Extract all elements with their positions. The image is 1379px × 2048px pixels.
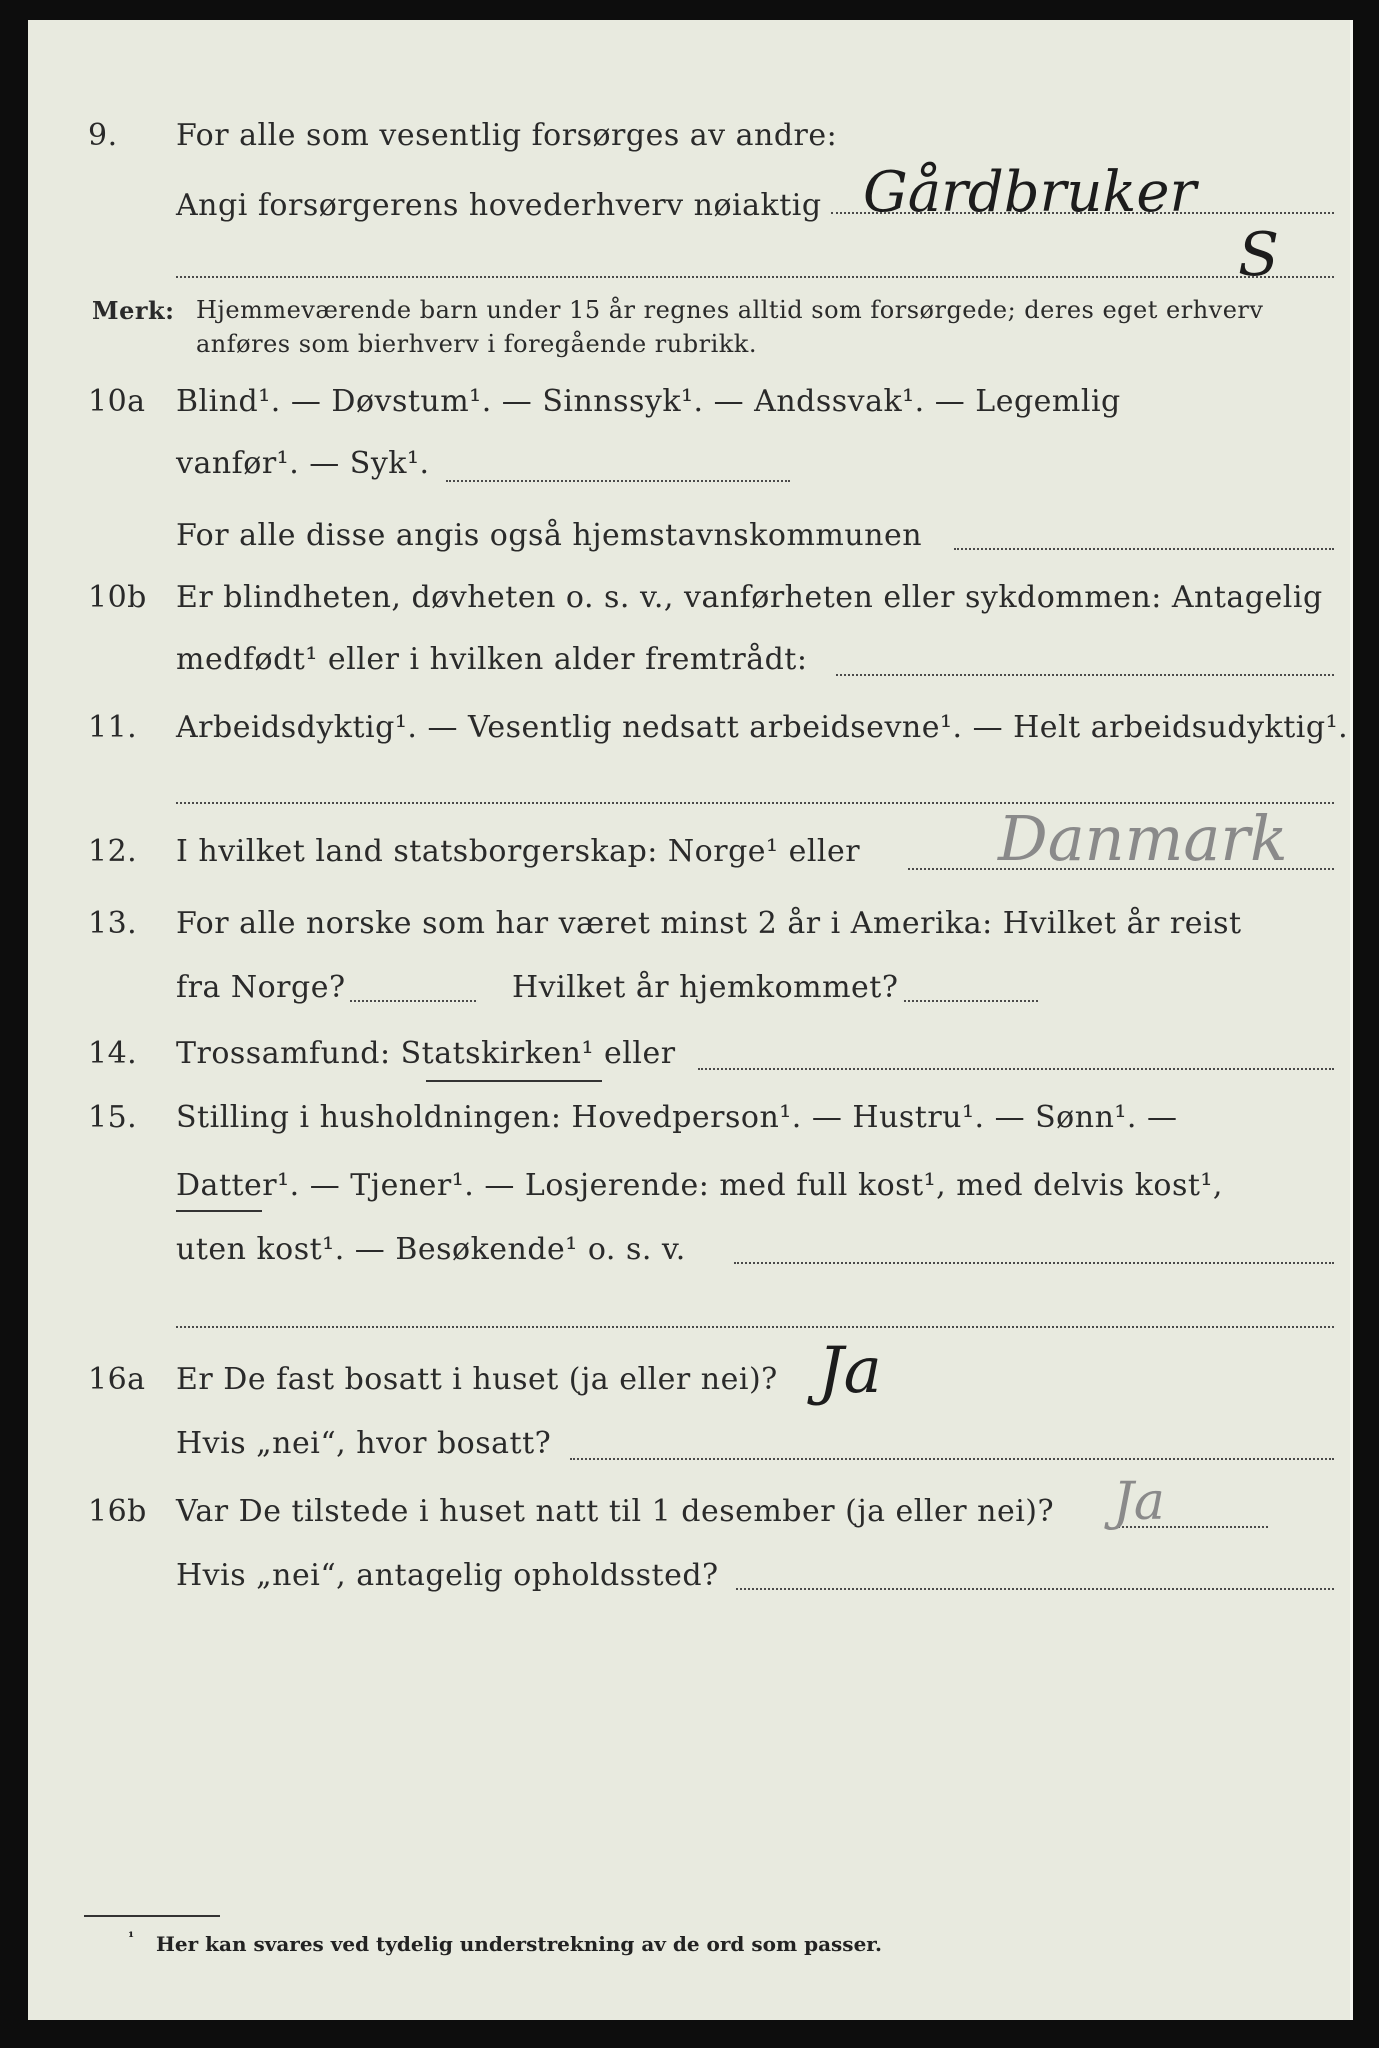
footnote-mark: ¹ xyxy=(128,1930,135,1946)
q14-number: 14. xyxy=(88,1036,138,1071)
q15-answer-line-2 xyxy=(176,1326,1334,1328)
q13-text-2b: Hvilket år hjemkommet? xyxy=(512,970,899,1005)
q9-handwritten-answer: Gårdbruker xyxy=(863,160,1197,225)
q14-statskirken-underline xyxy=(426,1074,602,1082)
q16a-handwritten-answer: Ja xyxy=(818,1334,882,1408)
q16b-handwritten-answer: Ja xyxy=(1113,1472,1165,1532)
q10b-text-2: medfødt¹ eller i hvilken alder fremtrådt: xyxy=(176,642,808,677)
q16a-text-1: Er De fast bosatt i huset (ja eller nei)? xyxy=(176,1362,778,1397)
q9-handwritten-mark: S xyxy=(1238,220,1280,290)
q13-number: 13. xyxy=(88,906,138,941)
q11-text-1: Arbeidsdyktig¹. — Vesentlig nedsatt arbeidsevne¹. — Helt arbeidsudyktig¹. xyxy=(176,710,1349,745)
q13-text-1: For alle norske som har været minst 2 år i Amerika: Hvilket år reist xyxy=(176,906,1242,941)
q9-answer-line-2 xyxy=(176,276,1334,278)
q16b-number: 16b xyxy=(88,1494,147,1529)
q16b-opholdssted-line xyxy=(736,1588,1334,1590)
q9-text-2: Angi forsørgerens hovederhverv nøiaktig xyxy=(176,188,822,223)
q9-text-1: For alle som vesentlig forsørges av andre: xyxy=(176,118,838,153)
q10b-number: 10b xyxy=(88,580,147,615)
q10a-syk-line xyxy=(446,480,790,482)
q16a-text-2: Hvis „nei“, hvor bosatt? xyxy=(176,1426,552,1461)
footnote-rule xyxy=(84,1915,220,1917)
q10a-number: 10a xyxy=(88,384,146,419)
q16a-number: 16a xyxy=(88,1362,146,1397)
q10a-text-2: vanfør¹. — Syk¹. xyxy=(176,446,430,481)
q15-answer-line xyxy=(734,1262,1334,1264)
q16b-text-1: Var De tilstede i huset natt til 1 desember (ja eller nei)? xyxy=(176,1494,1055,1529)
q15-text-3: uten kost¹. — Besøkende¹ o. s. v. xyxy=(176,1232,686,1267)
q12-number: 12. xyxy=(88,834,138,869)
q11-number: 11. xyxy=(88,710,138,745)
q15-text-1: Stilling i husholdningen: Hovedperson¹. — Hustru¹. — Sønn¹. — xyxy=(176,1100,1178,1135)
q15-number: 15. xyxy=(88,1100,138,1135)
q13-hjemkommet-line xyxy=(904,1000,1038,1002)
footnote-text: Her kan svares ved tydelig understrekning av de ord som passer. xyxy=(156,1932,882,1956)
q14-answer-line xyxy=(698,1068,1334,1070)
census-form-page xyxy=(28,20,1353,2020)
q10a-text-1: Blind¹. — Døvstum¹. — Sinnssyk¹. — Andssvak¹. — Legemlig xyxy=(176,384,1121,419)
merk-label: Merk: xyxy=(92,296,175,325)
q14-text-1: Trossamfund: Statskirken¹ eller xyxy=(176,1036,676,1071)
q10a-hjemstavn-line xyxy=(954,548,1334,550)
q13-text-2a: fra Norge? xyxy=(176,970,346,1005)
q10b-text-1: Er blindheten, døvheten o. s. v., vanførheten eller sykdommen: Antagelig xyxy=(176,580,1323,615)
q9-number: 9. xyxy=(88,118,118,153)
q10b-alder-line xyxy=(836,674,1334,676)
q12-text-1: I hvilket land statsborgerskap: Norge¹ eller xyxy=(176,834,861,869)
q12-handwritten-answer: Danmark xyxy=(998,802,1288,875)
q15-text-2: Datter¹. — Tjener¹. — Losjerende: med full kost¹, med delvis kost¹, xyxy=(176,1168,1223,1203)
merk-text-2: anføres som bierhverv i foregående rubrikk. xyxy=(196,330,757,358)
q15-datter-underline xyxy=(176,1204,262,1212)
q13-reist-line xyxy=(350,1000,476,1002)
q16b-text-2: Hvis „nei“, antagelig opholdssted? xyxy=(176,1558,719,1593)
merk-text-1: Hjemmeværende barn under 15 år regnes alltid som forsørgede; deres eget erhverv xyxy=(196,296,1264,324)
q16a-bosatt-line xyxy=(570,1458,1334,1460)
q10a-text-3: For alle disse angis også hjemstavnskommunen xyxy=(176,518,923,553)
